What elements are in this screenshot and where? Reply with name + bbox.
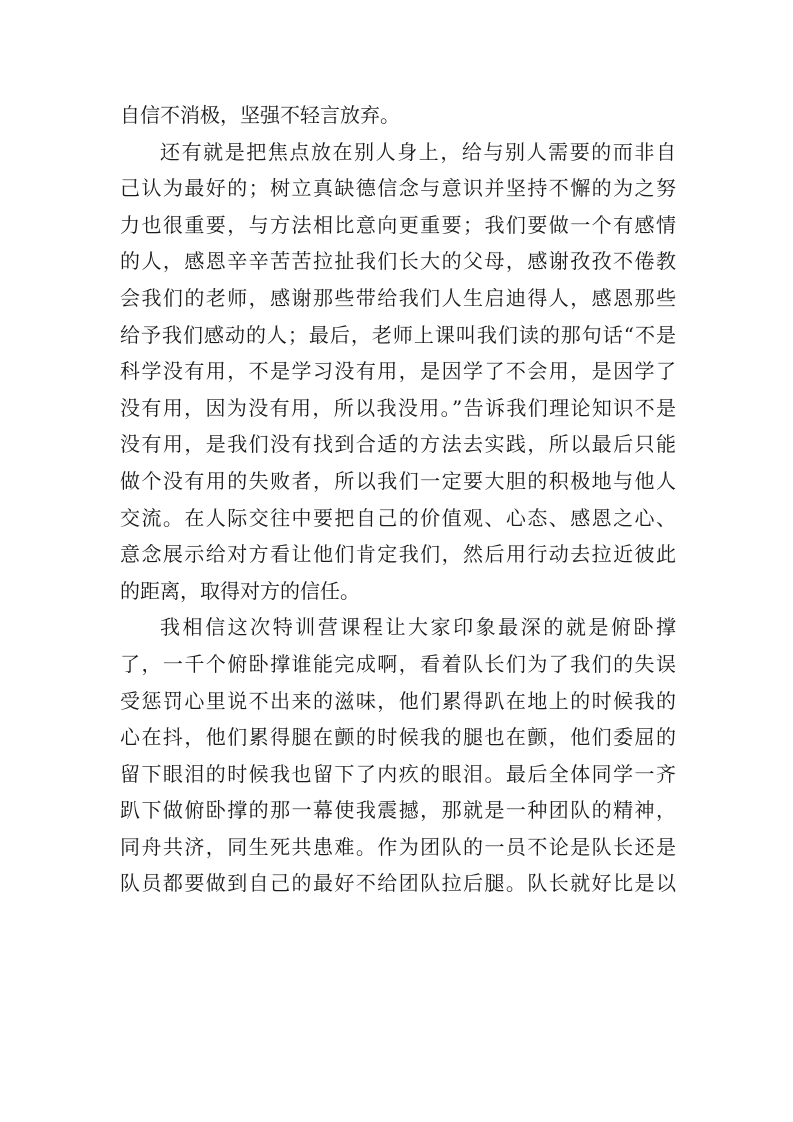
- text-line: 了，一千个俯卧撑谁能完成啊，看着队长们为了我们的失误: [120, 651, 676, 676]
- text-line: 力也很重要，与方法相比意向更重要；我们要做一个有感情: [120, 212, 676, 237]
- text-line: 己认为最好的；树立真缺德信念与意识并坚持不懈的为之努: [120, 176, 676, 201]
- text-line: 交流。在人际交往中要把自己的价值观、心态、感恩之心、: [120, 505, 676, 530]
- text-line: 趴下做俯卧撑的那一幕使我震撼，那就是一种团队的精神，: [120, 798, 676, 823]
- text-line: 科学没有用，不是学习没有用，是因学了不会用，是因学了: [120, 359, 676, 384]
- text-line: 队员都要做到自己的最好不给团队拉后腿。队长就好比是以: [120, 871, 676, 896]
- paragraph-first-line: 还有就是把焦点放在别人身上，给与别人需要的而非自: [160, 139, 676, 164]
- text-line: 做个没有用的失败者，所以我们一定要大胆的积极地与他人: [120, 468, 676, 493]
- text-line: 没有用，因为没有用，所以我没用。”告诉我们理论知识不是: [120, 395, 676, 420]
- paragraph-first-line: 我相信这次特训营课程让大家印象最深的就是俯卧撑: [160, 615, 676, 640]
- text-line: 留下眼泪的时候我也留下了内疚的眼泪。最后全体同学一齐: [120, 761, 676, 786]
- text-line: 会我们的老师，感谢那些带给我们人生启迪得人，感恩那些: [120, 285, 676, 310]
- text-line: 给予我们感动的人；最后，老师上课叫我们读的那句话“不是: [120, 322, 676, 347]
- text-line: 心在抖，他们累得腿在颤的时候我的腿也在颤，他们委屈的: [120, 725, 676, 750]
- text-line: 的人，感恩辛辛苦苦拉扯我们长大的父母，感谢孜孜不倦教: [120, 249, 676, 274]
- text-line: 自信不消极，坚强不轻言放弃。: [120, 103, 400, 127]
- text-line: 受惩罚心里说不出来的滋味，他们累得趴在地上的时候我的: [120, 688, 676, 713]
- text-line: 同舟共济，同生死共患难。作为团队的一员不论是队长还是: [120, 834, 676, 859]
- text-line: 的距离，取得对方的信任。: [120, 578, 360, 603]
- body-text: [120, 97, 676, 902]
- text-line: 意念展示给对方看让他们肯定我们，然后用行动去拉近彼此: [120, 542, 676, 567]
- text-line: 没有用，是我们没有找到合适的方法去实践，所以最后只能: [120, 432, 676, 457]
